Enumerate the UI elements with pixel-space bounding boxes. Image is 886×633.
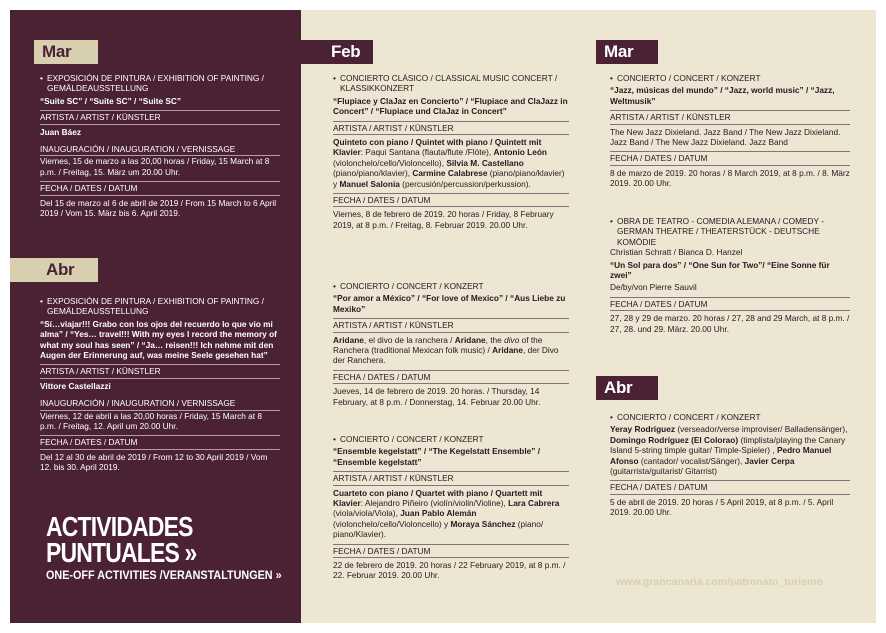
event-category: • CONCIERTO / CONCERT / KONZERT: [610, 412, 850, 422]
artist-bold: Antonio León: [493, 147, 547, 158]
event-concert-jazz: [610, 73, 850, 189]
dates-label: FECHA / DATES / DATUM: [40, 181, 280, 195]
artist-text: [333, 335, 569, 366]
inauguration-text: Viernes, 15 de marzo a las 20,00 horas / Friday, 15 March at 8 p.m. / Freitag, 15. März um 20.00 Uhr.: [40, 156, 270, 177]
dates-text: 27, 28 y 29 de marzo. 20 horas / 27, 28 and 29 March, at 8 p.m. / 27, 28. und 29. März. 20.00 Uhr.: [610, 313, 850, 334]
artist-part: (piano/ piano/Klavier).: [333, 518, 544, 540]
event-concert-kegelstatt: [333, 434, 569, 581]
dates-label: FECHA / DATES / DATUM: [40, 435, 280, 449]
artist-part: (percusión/percussion/perkussion).: [399, 178, 531, 189]
event-category: • CONCIERTO / CONCERT / KONZERT: [333, 281, 569, 291]
dates-text: Del 12 al 30 de abril de 2019 / From 12 to 30 April 2019 / Vom 12. bis 30. April 2019.: [40, 451, 268, 473]
artist-label: ARTISTA / ARTIST / KÜNSTLER: [610, 110, 850, 124]
inauguration-label: INAUGURACIÓN / INAUGURATION / VERNISSAGE: [40, 143, 280, 156]
dates-text: 8 de marzo de 2019. 20 horas / 8 March 2019, at 8 p.m. / 8. März 2019. 20.00 Uhr.: [610, 167, 850, 189]
dates-label: FECHA / DATES / DATUM: [333, 193, 569, 207]
one-off-activities-heading: [46, 511, 301, 582]
column-middle: [301, 10, 586, 623]
artist-bold: Juan Pablo Alemán: [400, 508, 477, 519]
artist-part: (timplista/playing the Canary Island 5-string timple guitar/ Timple-Spieler) ,: [610, 434, 846, 456]
dates-text: Jueves, 14 de febrero de 2019. 20 horas. / Thursday, 14 February, at 8 p.m. / Donnerstag, 14. Februar 20.00 Uhr.: [333, 386, 541, 407]
artist-part: (piano/piano/klavier) y: [333, 168, 565, 189]
artist-label: ARTISTA / ARTIST / KÜNSTLER: [333, 318, 569, 332]
dates-label: FECHA / DATES / DATUM: [610, 480, 850, 494]
artist-bold: Manuel Salonia: [339, 178, 400, 189]
artist-part: , der Divo der Ranchera.: [333, 345, 559, 366]
event-category: • CONCIERTO / CONCERT / KONZERT: [333, 434, 569, 444]
artist-label: ARTISTA / ARTIST / KÜNSTLER: [40, 110, 280, 124]
artist-name: Juan Báez: [40, 126, 82, 137]
artist-name: Vittore Castellazzi: [40, 380, 111, 391]
big-title-line-1: ACTIVIDADES: [46, 511, 193, 542]
artist-label: ARTISTA / ARTIST / KÜNSTLER: [40, 364, 280, 378]
event-title: “Flupiace y ClaJaz en Concierto” / “Flupiace and ClaJazz in Concert” / “Flupiace und ClaJaz in Concert”: [333, 95, 568, 117]
dates-label: FECHA / DATES / DATUM: [333, 370, 569, 384]
artist-part: (guitarrista/guitarist/ Gitarrist): [610, 466, 717, 477]
artist-part: , el divo de la ranchera /: [363, 334, 455, 345]
event-concert-por-amor-a-mexico: [333, 281, 569, 407]
artist-label: ARTISTA / ARTIST / KÜNSTLER: [333, 471, 569, 485]
inauguration-text: Viernes, 12 de abril a las 20,00 horas / Friday, 15 March at 8 p.m. / Freitag, 12. April um 20.00 Uhr.: [40, 410, 262, 432]
dates-text: 22 de febrero de 2019. 20 horas / 22 February 2019, at 8 p.m. / 22. Februar 2019. 20.00 Uhr.: [333, 560, 566, 581]
artist-bold: Cuarteto con piano / Quartet with piano / Quartett mit Klavier: [333, 487, 543, 509]
inauguration-label: INAUGURACIÓN / INAUGURATION / VERNISSAGE: [40, 397, 280, 410]
artist-bold: Aridane: [333, 334, 364, 345]
event-exhibition-suite-sc: [40, 73, 280, 218]
dates-text: Viernes, 8 de febrero de 2019. 20 horas / Friday, 8 February 2019, at 8 p.m. / Freitag, 8. Februar 2019. 20.00 Uhr.: [333, 209, 554, 230]
event-category: • CONCIERTO CLÁSICO / CLASSICAL MUSIC CONCERT / KLASSIKKONZERT: [333, 73, 569, 94]
event-exhibition-si-viajar: [40, 296, 280, 473]
month-tab-abr: Abr: [10, 258, 98, 282]
event-theatre-comedy: [610, 216, 850, 334]
event-category: • EXPOSICIÓN DE PINTURA / EXHIBITION OF PAINTING / GEMÄLDEAUSSTELLUNG: [40, 73, 280, 94]
month-tab-mar: Mar: [34, 40, 98, 64]
artist-part: : Alejandro Piñeiro (violín/violin/Violine),: [360, 498, 509, 509]
month-tab-feb: Feb: [301, 40, 373, 64]
big-subtitle: ONE-OFF ACTIVITIES /VERANSTALTUNGEN »: [46, 568, 282, 582]
event-title: “Por amor a México” / “For love of Mexico” / “Aus Liebe zu Mexiko”: [333, 293, 566, 314]
artist-bold: Pedro Manuel Afonso: [610, 445, 832, 466]
artist-bold: Carmine Calabrese: [412, 168, 488, 179]
artist-part: (violonchelo/cello/Violoncello),: [333, 157, 447, 168]
artist-part: (violonchelo/cello/Violoncello) y: [333, 518, 451, 529]
event-title: “Sí…viajar!!! Grabo con los ojos del recuerdo lo que vio mi alma” / “Yes… travel!!! With my eyes I record the memory of what my soul has seen” / “Ja… reisen!!! Ich nehme mit den Augen der Erinnerung auf, was meine Seele gesehen hat”: [40, 318, 277, 361]
column-right: [586, 10, 876, 623]
event-category: • EXPOSICIÓN DE PINTURA / EXHIBITION OF PAINTING / GEMÄLDEAUSSTELLUNG: [40, 296, 280, 317]
artist-part: of the Ranchera (traditional Mexican folk music) /: [333, 334, 543, 356]
artist-text: [333, 488, 569, 540]
dates-label: FECHA / DATES / DATUM: [333, 544, 569, 558]
artist-italic: divo: [504, 334, 520, 345]
artist-bold: Aridane: [454, 334, 486, 345]
event-title: “Suite SC” / “Suite SC” / “Suite SC”: [40, 95, 182, 106]
artist-text: [333, 137, 569, 189]
column-left: [10, 10, 301, 623]
event-concert-timple: [610, 412, 850, 518]
artist-bold: Javier Cerpa: [744, 455, 795, 466]
month-tab-abr: Abr: [596, 376, 658, 400]
dates-text: Del 15 de marzo al 6 de abril de 2019 / From 15 March to 6 April 2019 / Vom 15. März bis 6. April 2019.: [40, 197, 277, 219]
artist-bold: Lara Cabrera: [508, 498, 560, 509]
event-category: • CONCIERTO / CONCERT / KONZERT: [610, 73, 850, 83]
dates-label: FECHA / DATES / DATUM: [610, 151, 850, 165]
artist-bold: Yeray Rodríguez: [610, 424, 676, 435]
artist-part: (piano/piano/klavier),: [333, 168, 413, 179]
website-link[interactable]: www.grancanaria.com/patronato_turismo: [616, 576, 823, 588]
dates-label: FECHA / DATES / DATUM: [610, 297, 850, 311]
event-by: De/by/von Pierre Sauvil: [610, 282, 697, 293]
artist-part: , the: [485, 334, 505, 345]
event-classical-concert: [333, 73, 569, 230]
artist-bold: Moraya Sánchez: [450, 518, 516, 529]
artist-part: (verseador/verse improviser/ Balladensänger),: [675, 424, 848, 435]
artist-label: ARTISTA / ARTIST / KÜNSTLER: [333, 121, 569, 135]
artist-part: (viola/viola/Viola),: [333, 508, 401, 519]
artist-text: [610, 424, 850, 476]
brochure-page: [10, 10, 876, 623]
artist-bold: Quinteto con piano / Quintet with piano / Quintett mit Klavier: [333, 137, 542, 158]
dates-text: 5 de abril de 2019. 20 horas / 5 April 2019, at 8 p.m. / 5. April 2019. 20.00 Uhr.: [610, 496, 834, 518]
month-tab-mar: Mar: [596, 40, 658, 64]
artist-part: (cantador/ vocalist/Sänger),: [638, 455, 745, 466]
artist-bold: Aridane: [492, 345, 523, 356]
big-title-line-2: PUNTUALES »: [46, 537, 197, 568]
event-title: “Jazz, músicas del mundo” / “Jazz, world music” / “Jazz, Weltmusik”: [610, 85, 835, 106]
event-category: • OBRA DE TEATRO - COMEDIA ALEMANA / COMEDY - GERMAN THEATRE / THEATERSTÜCK - DEUTSCHE KOMÖDIE: [610, 216, 850, 247]
artist-bold: Silvia M. Castellano: [446, 157, 524, 168]
event-title: “Ensemble kegelstatt” / “The Kegelstatt Ensemble” / “Ensemble kegelstatt”: [333, 446, 541, 467]
event-title: “Un Sol para dos” / “One Sun for Two”/ “Eine Sonne für zwei”: [610, 259, 830, 281]
artist-part: : Paqui Santana (flauta/flute /Flöte),: [360, 147, 494, 158]
artist-bold: Domingo Rodríguez (El Colorao): [610, 434, 739, 445]
artist-text: The New Jazz Dixieland. Jazz Band / The New Jazz Dixieland. Jazz Band / The New Jazz Dixieland. Jazz Band: [610, 126, 841, 148]
event-authors: Christian Schratt / Bianca D. Hanzel: [610, 247, 743, 258]
